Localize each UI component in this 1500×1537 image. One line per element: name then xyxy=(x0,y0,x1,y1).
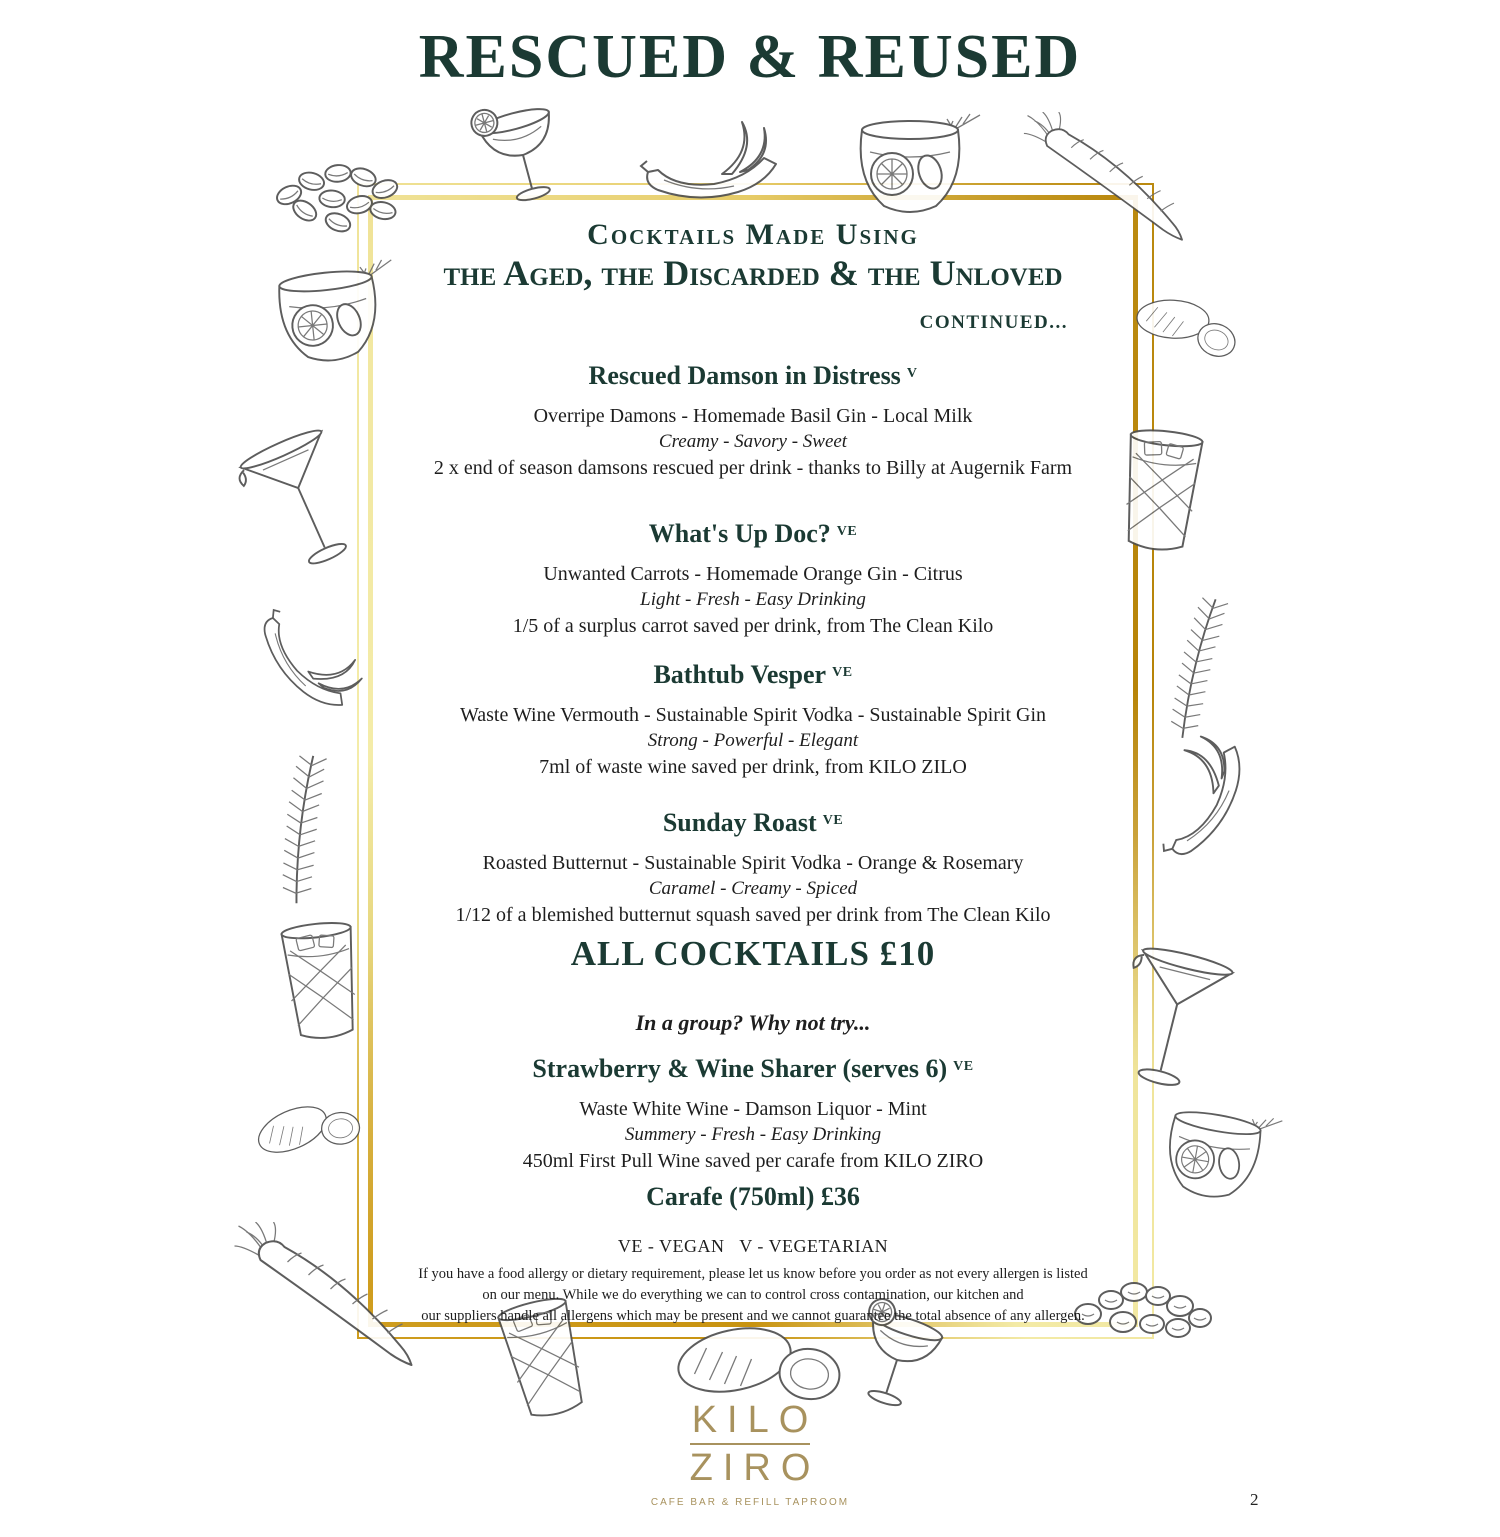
sweet-potato-icon xyxy=(1128,284,1246,363)
logo-word-bottom: ZIRO xyxy=(689,1447,821,1489)
cocktail-name xyxy=(368,659,1138,696)
banana-icon xyxy=(641,122,776,198)
diet-tag: VE xyxy=(836,524,858,539)
sharer-ingredients: Waste White Wine - Damson Liquor - Mint xyxy=(579,1098,927,1120)
logo-word-top: KILO xyxy=(691,1399,819,1441)
allergy-line: If you have a food allergy or dietary requirement, please let us know before you order as not every allergen is listed xyxy=(418,1266,1088,1282)
cocktail-item xyxy=(368,659,1138,780)
cocktail-name xyxy=(368,518,1138,555)
logo-tagline: CAFE BAR & REFILL TAPROOM xyxy=(650,1497,850,1508)
carafe-price: Carafe (750ml) £36 xyxy=(646,1182,860,1211)
cocktail-profile: Caramel - Creamy - Spiced xyxy=(648,878,858,899)
diet-tag: VE xyxy=(832,665,853,680)
sharer-note: 450ml First Pull Wine saved per carafe from KILO ZIRO xyxy=(522,1150,984,1172)
banana-icon xyxy=(251,588,372,721)
citrus-coupe-icon xyxy=(468,94,569,210)
cocktail-profile: Strong - Powerful - Elegant xyxy=(647,730,859,751)
banana-icon xyxy=(1130,724,1260,868)
cocktail-note: 2 x end of season damsons rescued per drink - thanks to Billy at Augernik Farm xyxy=(433,457,1073,479)
cocktail-note: 7ml of waste wine saved per drink, from KILO ZILO xyxy=(539,756,967,778)
rosemary-icon xyxy=(275,753,329,905)
garnished-glass-icon xyxy=(1161,1101,1282,1207)
sharer-name-text: Strawberry & Wine Sharer (serves 6) xyxy=(532,1054,948,1083)
sharer-item xyxy=(368,1053,1138,1174)
subtitle-line2: the Aged, the Discarded & the Unloved xyxy=(443,253,1063,293)
cocktail-name-text: Sunday Roast xyxy=(662,808,817,837)
cocktail-ingredients: Unwanted Carrots - Homemade Orange Gin - Citrus xyxy=(543,563,963,585)
cocktail-item xyxy=(368,807,1138,928)
price-banner: ALL COCKTAILS £10 xyxy=(570,934,936,973)
rosemary-icon xyxy=(1162,595,1231,741)
cocktail-ingredients: Waste Wine Vermouth - Sustainable Spirit Vodka - Sustainable Spirit Gin xyxy=(459,704,1047,726)
sharer-profile: Summery - Fresh - Easy Drinking xyxy=(624,1124,882,1145)
cocktail-ingredients: Roasted Butternut - Sustainable Spirit Vodka - Orange & Rosemary xyxy=(482,852,1024,874)
cocktail-profile: Light - Fresh - Easy Drinking xyxy=(640,589,866,610)
sweet-potato-icon xyxy=(249,1090,365,1164)
cocktail-name xyxy=(368,360,1138,397)
sharer-name xyxy=(368,1053,1138,1090)
martini-icon xyxy=(232,425,370,579)
kilo-ziro-logo xyxy=(600,1398,900,1508)
cocktail-note: 1/12 of a blemished butternut squash saved per drink from The Clean Kilo xyxy=(455,904,1051,926)
cocktail-note: 1/5 of a surplus carrot saved per drink, from The Clean Kilo xyxy=(512,615,994,637)
allergy-line: our suppliers handle all allergens which may be present and we cannot guarantee the total absence of any allergen. xyxy=(421,1308,1085,1324)
cocktail-ingredients: Overripe Damons - Homemade Basil Gin - Local Milk xyxy=(533,405,973,427)
page-title: RESCUED & REUSED xyxy=(418,23,1082,91)
diet-tag: VE xyxy=(953,1059,974,1074)
crystal-glass-icon xyxy=(281,920,362,1041)
cocktail-item xyxy=(368,360,1138,481)
continued-label: CONTINUED... xyxy=(919,312,1068,333)
allergy-notice xyxy=(368,1264,1138,1327)
allergy-line: on our menu. While we do everything we can to control cross contamination, our kitchen and xyxy=(482,1287,1024,1303)
diet-tag: V xyxy=(906,366,918,381)
cocktail-profile: Creamy - Savory - Sweet xyxy=(658,431,848,452)
page-number: 2 xyxy=(1250,1490,1259,1509)
cocktail-name-text: What's Up Doc? xyxy=(648,519,831,548)
garnished-glass-icon xyxy=(861,114,980,212)
cocktail-name xyxy=(368,807,1138,844)
sweet-potato-icon xyxy=(673,1319,843,1403)
logo-divider xyxy=(690,1443,810,1445)
cocktail-item xyxy=(368,518,1138,639)
cocktail-name-text: Bathtub Vesper xyxy=(653,660,827,689)
cocktail-name-text: Rescued Damson in Distress xyxy=(588,361,901,390)
diet-legend: VE - VEGAN V - VEGETARIAN xyxy=(617,1236,889,1256)
diet-tag: VE xyxy=(822,813,844,828)
subtitle-line1: Cocktails Made Using xyxy=(587,218,919,251)
group-prompt: In a group? Why not try... xyxy=(635,1010,871,1035)
